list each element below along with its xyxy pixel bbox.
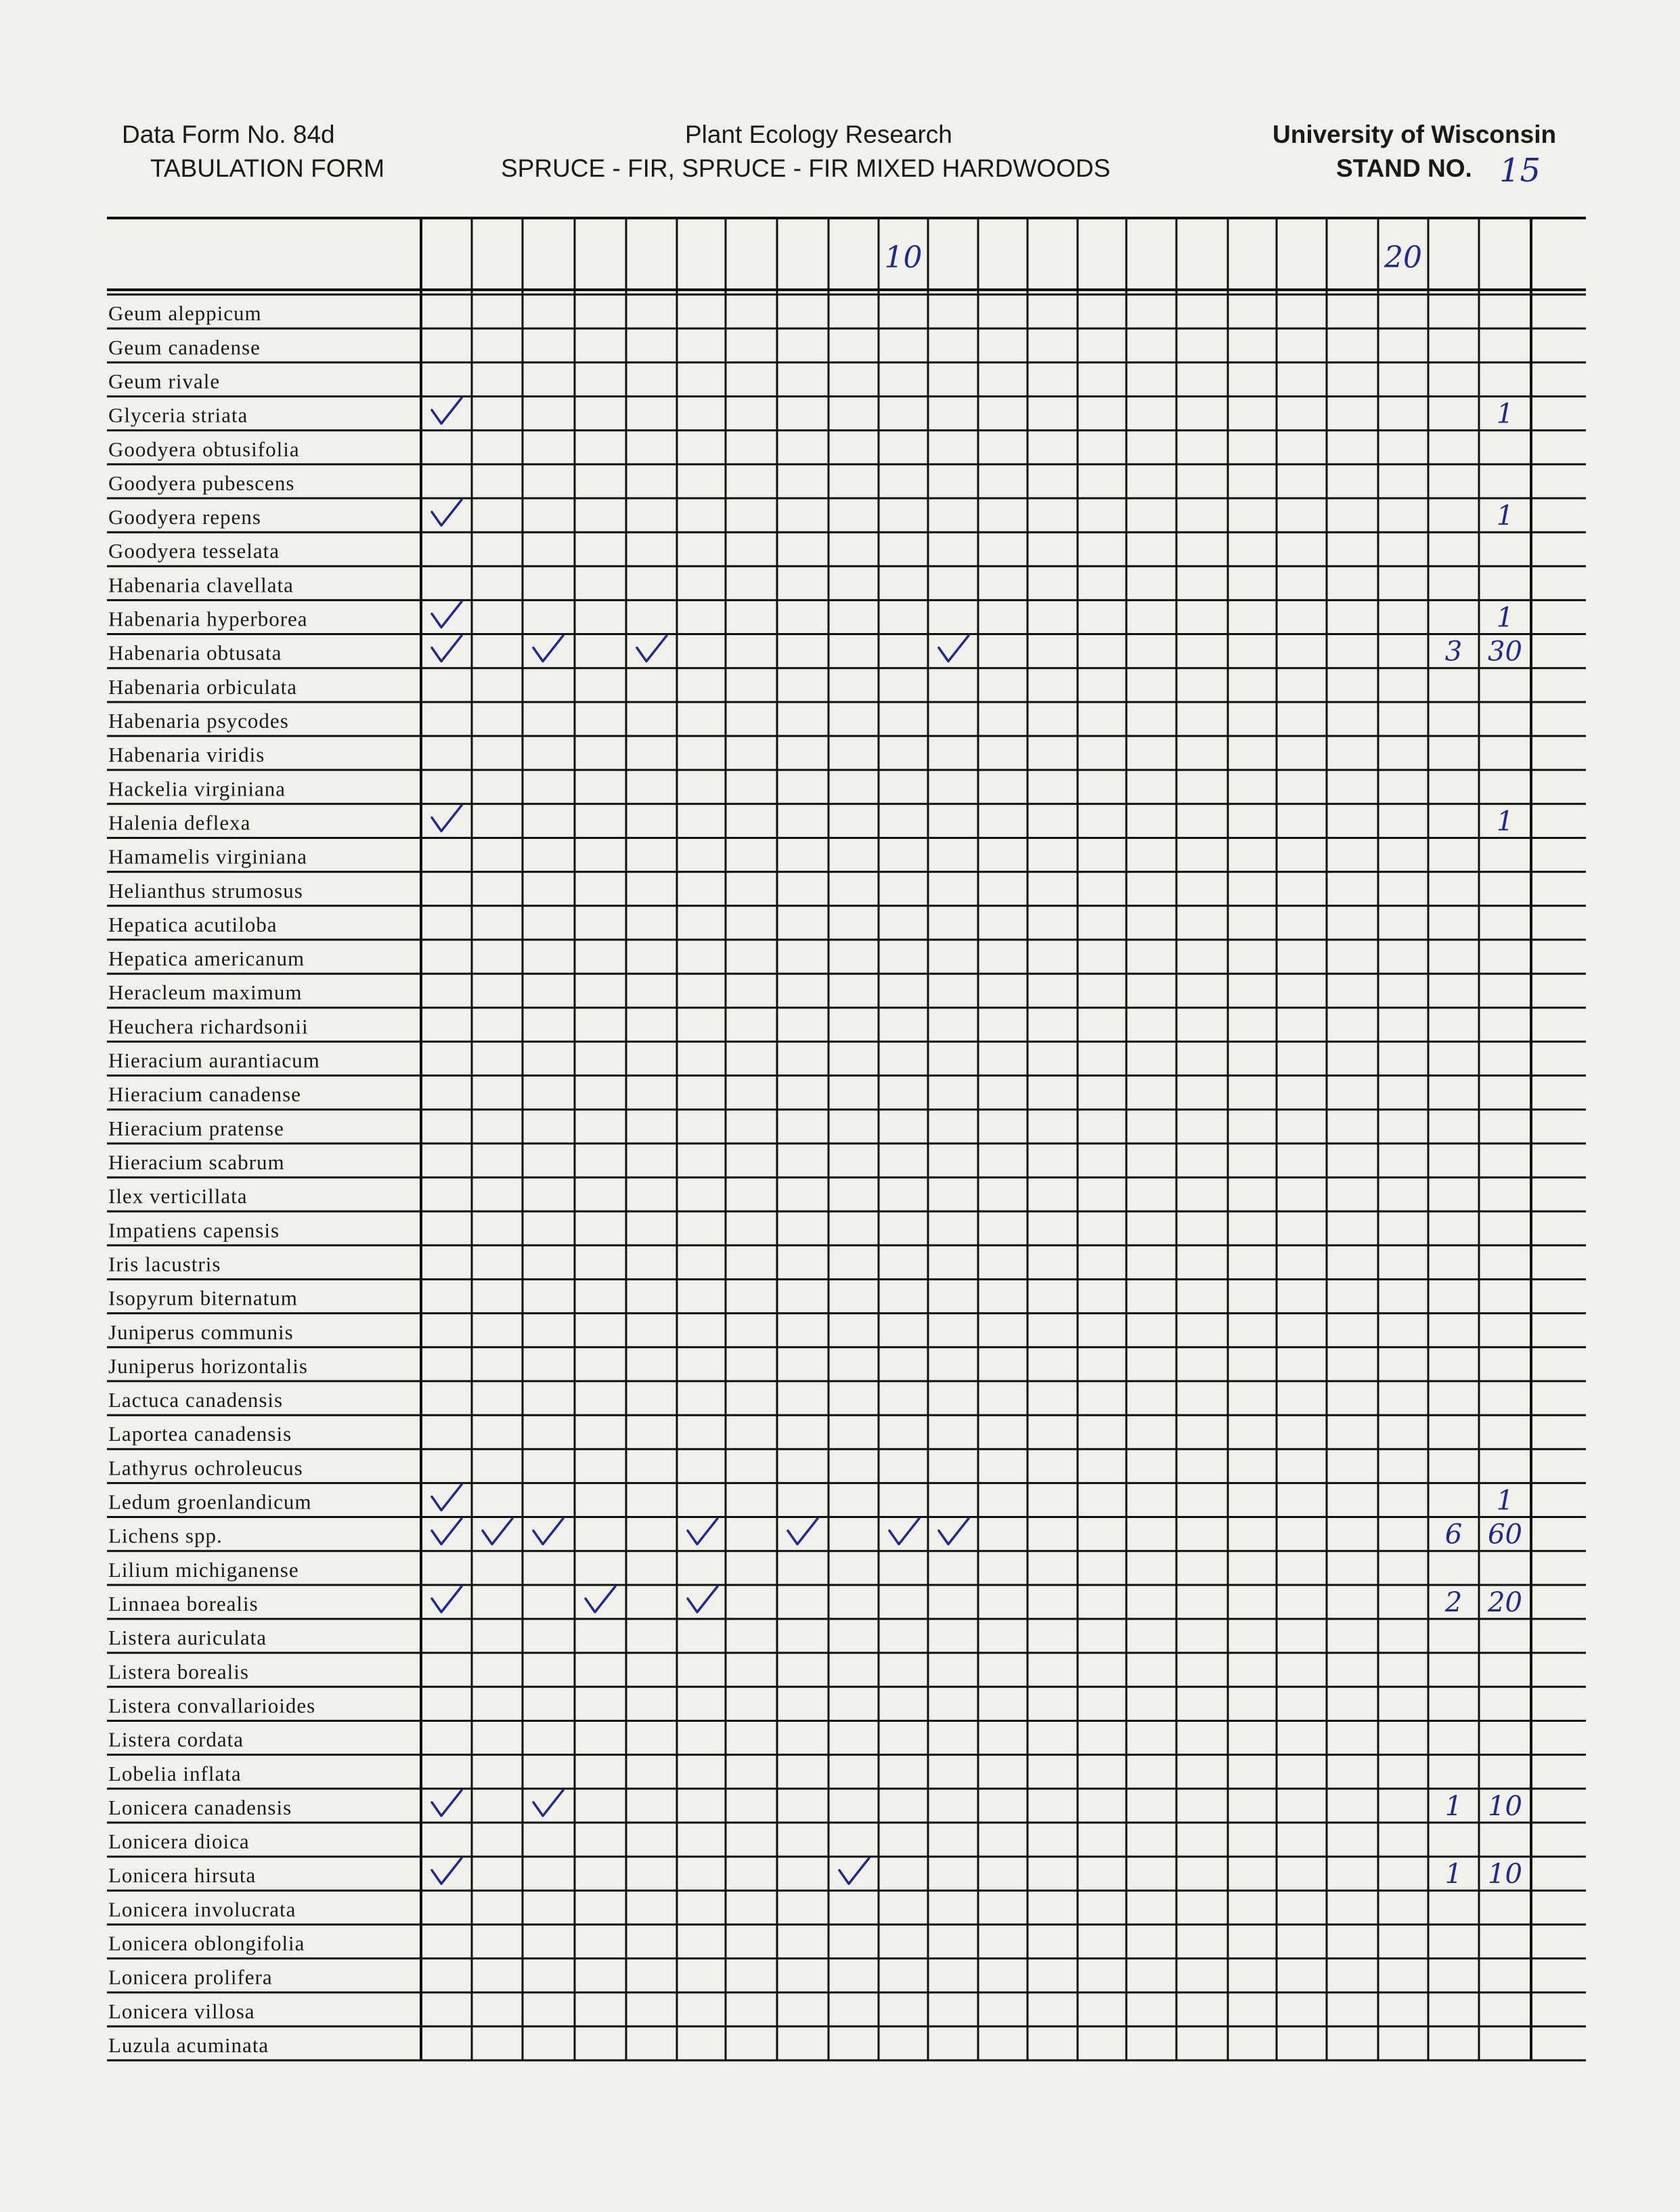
species-name: Hieracium scabrum xyxy=(108,1150,285,1174)
checkmark xyxy=(889,1519,919,1544)
species-name: Habenaria obtusata xyxy=(108,641,282,665)
species-name: Listera borealis xyxy=(108,1660,249,1684)
frequency-value: 2 xyxy=(1444,1587,1463,1618)
form-subtitle: SPRUCE - FIR, SPRUCE - FIR MIXED HARDWOODS xyxy=(501,154,1111,182)
species-name: Listera convallarioides xyxy=(108,1693,316,1718)
species-name: Lilium michiganense xyxy=(108,1557,299,1582)
species-name: Lonicera dioica xyxy=(108,1829,250,1854)
percent-value: 10 xyxy=(1488,1790,1522,1822)
checkmark xyxy=(688,1586,717,1612)
species-name: Luzula acuminata xyxy=(108,2033,269,2057)
checkmark xyxy=(839,1858,869,1884)
column-number-10: 10 xyxy=(884,240,923,275)
checkmark xyxy=(432,805,462,831)
percent-value: 60 xyxy=(1488,1519,1522,1550)
checkmark xyxy=(432,1485,462,1511)
species-name: Goodyera pubescens xyxy=(108,471,295,495)
checkmark xyxy=(637,636,667,662)
species-name: Hieracium canadense xyxy=(108,1082,301,1106)
checkmark xyxy=(585,1586,615,1612)
species-name: Lonicera villosa xyxy=(108,1999,255,2023)
species-name: Helianthus strumosus xyxy=(108,878,303,903)
species-name: Lonicera involucrata xyxy=(108,1897,296,1922)
species-name: Ilex verticillata xyxy=(108,1184,248,1209)
checkmark xyxy=(432,1519,462,1544)
species-name: Geum rivale xyxy=(108,369,221,393)
species-name: Habenaria orbiculata xyxy=(108,674,298,699)
checkmark xyxy=(533,636,563,662)
percent-value: 1 xyxy=(1496,602,1514,634)
organization-title: Plant Ecology Research xyxy=(685,121,952,148)
species-name: Habenaria psycodes xyxy=(108,709,289,733)
percent-value: 1 xyxy=(1496,806,1514,838)
species-name: Hepatica americanum xyxy=(108,947,305,971)
frequency-value: 1 xyxy=(1444,1790,1463,1822)
checkmark xyxy=(432,398,462,424)
species-name: Listera cordata xyxy=(108,1727,244,1752)
percent-value: 10 xyxy=(1488,1859,1522,1890)
checkmark xyxy=(939,636,969,662)
species-name: Lonicera oblongifolia xyxy=(108,1931,305,1955)
stand-number-value: 15 xyxy=(1499,152,1541,190)
checkmark xyxy=(432,1790,462,1816)
species-name: Hamamelis virginiana xyxy=(108,844,308,869)
checkmark xyxy=(688,1519,717,1544)
species-name: Lichens spp. xyxy=(108,1523,223,1548)
checkmark xyxy=(432,602,462,628)
species-name: Heracleum maximum xyxy=(108,980,303,1005)
species-name: Hackelia virginiana xyxy=(108,777,286,801)
species-name: Iris lacustris xyxy=(108,1252,221,1276)
species-name: Lathyrus ochroleucus xyxy=(108,1456,303,1480)
checkmark xyxy=(432,500,462,525)
checkmark xyxy=(788,1519,818,1544)
species-name: Ledum groenlandicum xyxy=(108,1490,312,1514)
university-name: University of Wisconsin xyxy=(1273,121,1557,148)
species-name: Hepatica acutiloba xyxy=(108,912,278,936)
species-name: Hieracium aurantiacum xyxy=(108,1048,320,1072)
percent-value: 1 xyxy=(1496,500,1514,532)
percent-value: 1 xyxy=(1496,398,1514,430)
species-name: Lobelia inflata xyxy=(108,1761,242,1785)
species-name: Heuchera richardsonii xyxy=(108,1014,309,1039)
species-name: Geum aleppicum xyxy=(108,301,262,326)
checkmark xyxy=(483,1519,512,1544)
frequency-value: 3 xyxy=(1444,636,1463,668)
species-name: Hieracium pratense xyxy=(108,1116,284,1140)
species-name: Juniperus communis xyxy=(108,1320,294,1344)
species-name: Habenaria hyperborea xyxy=(108,607,308,631)
species-name: Goodyera repens xyxy=(108,505,261,529)
species-name: Isopyrum biternatum xyxy=(108,1286,298,1310)
stand-number-label: STAND NO. xyxy=(1336,154,1472,182)
frequency-value: 6 xyxy=(1444,1519,1463,1550)
percent-value: 1 xyxy=(1496,1485,1514,1517)
percent-value: 20 xyxy=(1488,1587,1522,1618)
species-name: Lonicera hirsuta xyxy=(108,1863,257,1888)
species-name: Juniperus horizontalis xyxy=(108,1353,308,1378)
checkmark xyxy=(432,636,462,662)
species-name: Linnaea borealis xyxy=(108,1592,259,1615)
species-name: Impatiens capensis xyxy=(108,1218,280,1242)
percent-value: 30 xyxy=(1488,636,1522,668)
checkmark xyxy=(533,1519,563,1544)
checkmark xyxy=(533,1790,563,1816)
species-name: Halenia deflexa xyxy=(108,810,251,835)
species-name: Lonicera canadensis xyxy=(108,1795,292,1819)
frequency-value: 1 xyxy=(1444,1859,1463,1890)
checkmark xyxy=(432,1858,462,1884)
species-name: Goodyera tesselata xyxy=(108,539,280,563)
checkmark xyxy=(939,1519,969,1544)
species-name: Lactuca canadensis xyxy=(108,1388,284,1412)
species-name: Habenaria viridis xyxy=(108,743,265,767)
species-name: Listera auriculata xyxy=(108,1626,267,1650)
species-name: Geum canadense xyxy=(108,335,261,360)
species-name: Glyceria striata xyxy=(108,403,248,427)
checkmark xyxy=(432,1586,462,1612)
column-number-20: 20 xyxy=(1384,240,1422,275)
form-number: Data Form No. 84d xyxy=(122,121,335,148)
species-name: Habenaria clavellata xyxy=(108,573,294,597)
species-name: Laportea canadensis xyxy=(108,1422,292,1446)
species-name: Lonicera prolifera xyxy=(108,1965,273,1989)
form-type: TABULATION FORM xyxy=(150,154,385,182)
species-name: Goodyera obtusifolia xyxy=(108,437,300,461)
